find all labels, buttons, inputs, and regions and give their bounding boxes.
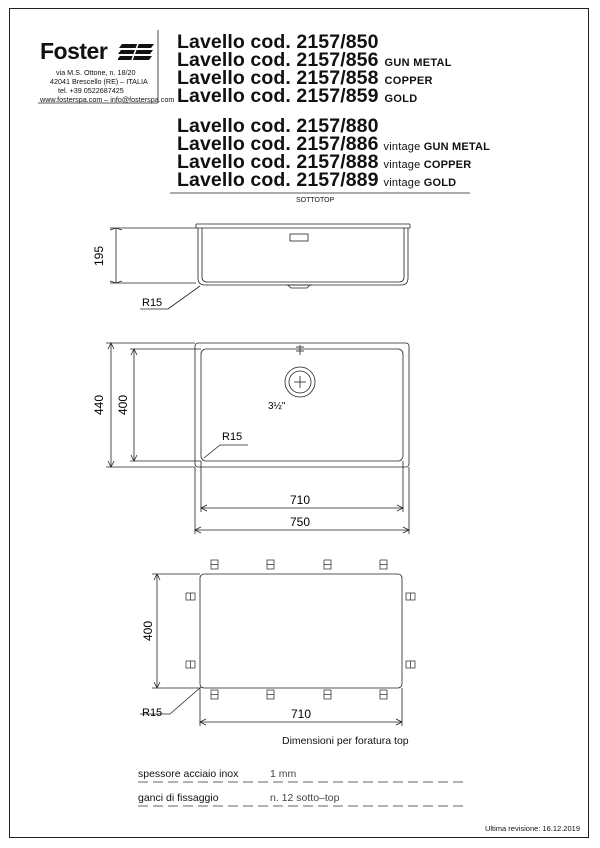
company-web: www.fosterspa.com – info@fosterspa.com	[40, 95, 175, 104]
company-logo: Foster	[40, 38, 108, 64]
fixing-clip-icon	[324, 690, 331, 699]
fixing-clip-icon	[211, 560, 218, 569]
spec-clips-label: ganci di fissaggio	[138, 792, 219, 804]
model-title-889: Lavello cod. 2157/889 vintage GOLD	[177, 169, 457, 191]
technical-drawing	[0, 200, 600, 760]
model-title-858: Lavello cod. 2157/858 COPPER	[177, 67, 433, 89]
fixing-clip-icon	[267, 560, 274, 569]
cutout-caption: Dimensioni per foratura top	[282, 735, 409, 747]
spec-lines	[0, 780, 600, 810]
fixing-clip-icon	[380, 560, 387, 569]
model-title-850: Lavello cod. 2157/850	[177, 31, 379, 53]
fixing-clip-icon	[406, 593, 415, 600]
model-title-859: Lavello cod. 2157/859 GOLD	[177, 85, 418, 107]
inner-depth-dim: 400	[116, 394, 130, 416]
spec-thickness-label: spessore acciaio inox	[138, 768, 239, 780]
fixing-clip-icon	[186, 593, 195, 600]
mount-type-label: SOTTOTOP	[296, 197, 335, 204]
fixing-clip-icon	[324, 560, 331, 569]
cutout-width-dim: 710	[290, 707, 312, 721]
fixing-clips	[186, 560, 415, 699]
company-phone: tel. +39 0522687425	[58, 86, 124, 95]
address-line-2: 42041 Brescello (RE) – ITALIA	[50, 77, 148, 86]
side-radius-label: R15	[142, 297, 163, 309]
model-title-856: Lavello cod. 2157/856 GUN METAL	[177, 49, 452, 71]
spec-clips-value: n. 12 sotto–top	[270, 792, 340, 804]
top-radius-label: R15	[222, 431, 243, 443]
fixing-clip-icon	[406, 661, 415, 668]
fixing-clip-icon	[380, 690, 387, 699]
fixing-clip-icon	[267, 690, 274, 699]
outer-width-dim: 750	[289, 515, 311, 529]
model-title-888: Lavello cod. 2157/888 vintage COPPER	[177, 151, 472, 173]
fixing-clip-icon	[186, 661, 195, 668]
cutout-depth-dim: 400	[141, 620, 155, 642]
address-line-1: via M.S. Ottone, n. 18/20	[56, 68, 136, 77]
revision-date: Ultima revisione: 16.12.2019	[484, 824, 580, 833]
cutout-radius-label: R15	[142, 707, 163, 719]
drain-size-label: 3½"	[268, 401, 286, 412]
fixing-clip-icon	[211, 690, 218, 699]
model-title-880: Lavello cod. 2157/880	[177, 115, 379, 137]
side-depth-dim: 195	[92, 245, 106, 267]
inner-width-dim: 710	[289, 493, 311, 507]
outer-depth-dim: 440	[92, 394, 106, 416]
spec-thickness-value: 1 mm	[270, 768, 297, 780]
model-title-886: Lavello cod. 2157/886 vintage GUN METAL	[177, 133, 491, 155]
